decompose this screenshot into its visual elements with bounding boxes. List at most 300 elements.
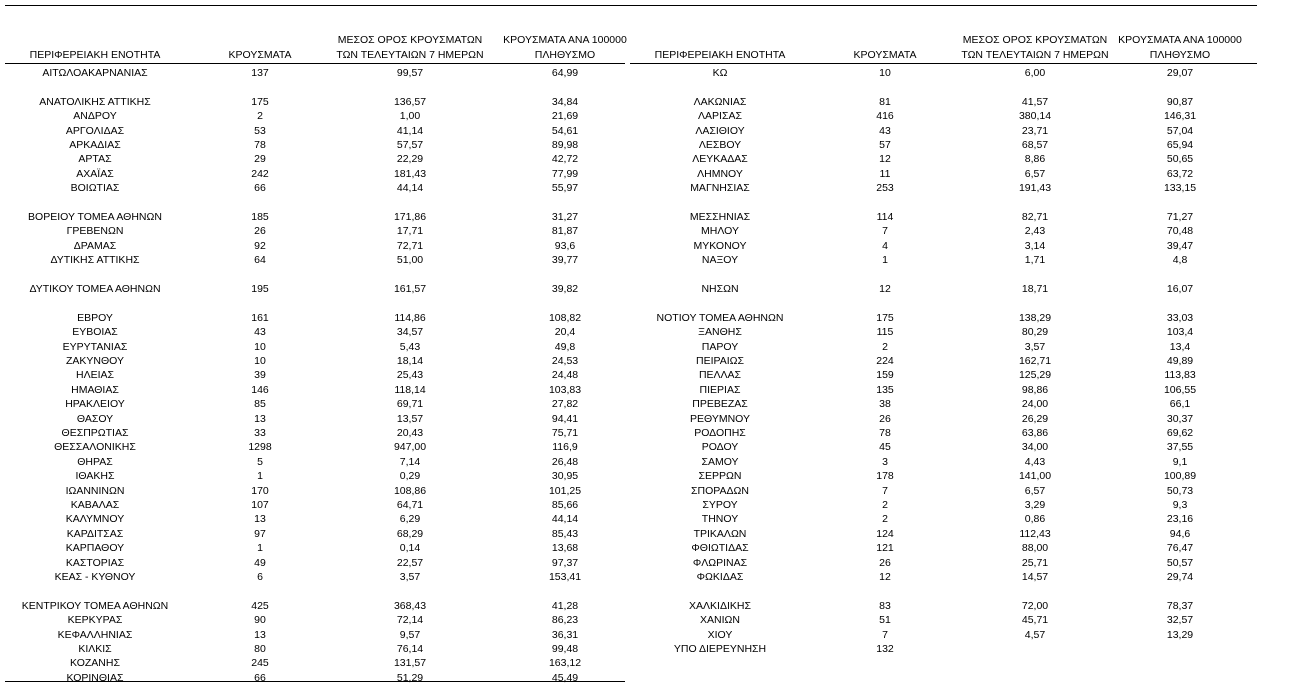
region-cell: ΚΕΦΑΛΛΗΝΙΑΣ [57, 628, 133, 641]
per100k-cell: 20,4 [554, 326, 576, 339]
region-cell: ΚΙΛΚΙΣ [78, 643, 112, 655]
cases-cell: 135 [876, 383, 894, 396]
per100k-cell: 24,53 [551, 355, 579, 367]
cases-cell: 185 [251, 211, 269, 223]
avg7-cell: 3,14 [1024, 239, 1046, 252]
avg7-cell: 114,86 [394, 311, 426, 324]
avg7-cell: 57,57 [396, 139, 424, 151]
avg7-cell: 3,57 [1024, 340, 1046, 353]
region-cell: ΦΩΚΙΔΑΣ [696, 571, 744, 583]
region-cell: ΘΕΣΣΑΛΟΝΙΚΗΣ [54, 441, 136, 454]
per100k-cell: 93,6 [554, 239, 576, 252]
per100k-cell: 63,72 [1166, 167, 1194, 180]
per100k-cell: 85,43 [551, 527, 579, 540]
per100k-cell: 30,37 [1166, 412, 1194, 425]
cases-cell: 78 [879, 427, 891, 439]
region-cell: ΜΗΛΟΥ [701, 225, 739, 238]
per100k-cell: 89,98 [551, 139, 579, 151]
region-cell: ΛΗΜΝΟΥ [697, 167, 743, 180]
avg7-cell: 45,71 [1021, 614, 1049, 627]
avg7-cell: 136,57 [393, 95, 427, 108]
region-cell: ΛΕΣΒΟΥ [698, 139, 742, 151]
region-cell: ΕΒΡΟΥ [77, 311, 113, 324]
cases-cell: 49 [254, 556, 266, 569]
region-cell: ΚΟΡΙΝΘΙΑΣ [66, 671, 124, 684]
region-cell: ΚΟΖΑΝΗΣ [70, 657, 120, 670]
avg7-cell: 2,43 [1024, 225, 1046, 238]
per100k-cell: 86,23 [551, 614, 579, 627]
cases-cell: 80 [254, 643, 266, 655]
avg7-cell: 72,00 [1021, 599, 1049, 612]
cases-cell: 4 [882, 239, 888, 252]
header-avg-line1: ΜΕΣΟΣ ΟΡΟΣ ΚΡΟΥΣΜΑΤΩΝ [962, 34, 1108, 46]
avg7-cell: 191,43 [1018, 182, 1052, 195]
avg7-cell: 76,14 [396, 643, 424, 655]
cases-cell: 51 [879, 614, 891, 627]
region-cell: ΧΑΝΙΩΝ [700, 614, 740, 627]
per100k-cell: 44,14 [551, 513, 579, 526]
region-cell: ΛΑΣΙΘΙΟΥ [695, 124, 745, 137]
avg7-cell: 947,00 [393, 441, 427, 454]
avg7-cell: 72,14 [396, 614, 424, 627]
region-cell: ΛΑΚΩΝΙΑΣ [693, 95, 747, 108]
per100k-cell: 39,77 [551, 254, 579, 267]
per100k-cell: 78,37 [1166, 599, 1194, 612]
region-cell: ΥΠΟ ΔΙΕΡΕΥΝΗΣΗ [673, 643, 767, 655]
avg7-cell: 63,86 [1021, 427, 1049, 439]
cases-cell: 81 [879, 95, 891, 108]
cases-cell: 7 [882, 484, 888, 497]
region-cell: ΑΧΑΪΑΣ [76, 167, 114, 180]
region-cell: ΑΙΤΩΛΟΑΚΑΡΝΑΝΙΑΣ [42, 67, 148, 79]
region-cell: ΡΕΘΥΜΝΟΥ [689, 412, 750, 425]
region-cell: ΛΕΥΚΑΔΑΣ [692, 153, 748, 166]
region-cell: ΙΩΑΝΝΙΝΩΝ [65, 484, 125, 497]
per100k-cell: 77,99 [551, 167, 579, 180]
region-cell: ΣΕΡΡΩΝ [698, 470, 742, 483]
header-region: ΠΕΡΙΦΕΡΕΙΑΚΗ ΕΝΟΤΗΤΑ [654, 49, 786, 61]
per100k-cell: 57,04 [1166, 124, 1194, 137]
per100k-cell: 64,99 [551, 67, 579, 79]
avg7-cell: 3,29 [1024, 499, 1046, 511]
cases-cell: 26 [254, 225, 266, 238]
avg7-cell: 161,57 [393, 283, 427, 295]
avg7-cell: 1,00 [399, 110, 421, 123]
region-cell: ΚΑΣΤΟΡΙΑΣ [65, 556, 125, 569]
cases-cell: 10 [254, 355, 266, 367]
cases-cell: 43 [254, 326, 266, 339]
region-cell: ΧΑΛΚΙΔΙΚΗΣ [689, 599, 751, 612]
cases-cell: 90 [254, 614, 266, 627]
cases-cell: 10 [254, 340, 266, 353]
avg7-cell: 6,57 [1024, 167, 1046, 180]
cases-cell: 3 [882, 455, 888, 468]
avg7-cell: 14,57 [1021, 571, 1049, 583]
avg7-cell: 51,29 [396, 671, 424, 684]
header-rule [630, 63, 1257, 64]
per100k-cell: 70,48 [1166, 225, 1194, 238]
region-cell: ΚΑΡΠΑΘΟΥ [65, 542, 125, 555]
avg7-cell: 41,57 [1021, 95, 1049, 108]
cases-cell: 53 [254, 124, 266, 137]
cases-cell: 121 [876, 542, 894, 555]
cases-cell: 146 [251, 383, 269, 396]
per100k-cell: 97,37 [551, 556, 579, 569]
region-cell: ΕΥΒΟΙΑΣ [72, 326, 118, 339]
avg7-cell: 380,14 [1018, 110, 1052, 123]
cases-cell: 66 [254, 671, 266, 684]
cases-cell: 13 [254, 412, 266, 425]
region-cell: ΜΥΚΟΝΟΥ [693, 239, 747, 252]
header-rule [5, 63, 625, 64]
avg7-cell: 22,57 [396, 556, 424, 569]
cases-cell: 26 [879, 556, 891, 569]
region-cell: ΕΥΡΥΤΑΝΙΑΣ [62, 340, 128, 353]
per100k-cell: 69,62 [1166, 427, 1194, 439]
cases-cell: 78 [254, 139, 266, 151]
cases-cell: 97 [254, 527, 266, 540]
cases-cell: 114 [876, 211, 894, 223]
region-cell: ΑΡΚΑΔΙΑΣ [69, 139, 121, 151]
avg7-cell: 368,43 [393, 599, 427, 612]
cases-cell: 92 [254, 239, 266, 252]
region-cell: ΠΕΙΡΑΙΩΣ [696, 355, 744, 367]
region-cell: ΑΡΤΑΣ [78, 153, 112, 166]
cases-cell: 224 [876, 355, 894, 367]
region-cell: ΚΑΛΥΜΝΟΥ [65, 513, 125, 526]
per100k-cell: 103,4 [1166, 326, 1194, 339]
avg7-cell: 171,86 [393, 211, 427, 223]
avg7-cell: 18,71 [1021, 283, 1049, 295]
cases-cell: 175 [251, 95, 269, 108]
avg7-cell: 72,71 [396, 239, 424, 252]
avg7-cell: 162,71 [1018, 355, 1052, 367]
cases-cell: 13 [254, 513, 266, 526]
cases-cell: 2 [882, 513, 888, 526]
per100k-cell: 90,87 [1166, 95, 1194, 108]
per100k-cell: 29,74 [1166, 571, 1194, 583]
region-cell: ΤΗΝΟΥ [701, 513, 739, 526]
header-per100k-line1: ΚΡΟΥΣΜΑΤΑ ΑΝΑ 100000 [1118, 34, 1242, 46]
per100k-cell: 33,03 [1166, 311, 1194, 324]
per100k-cell: 24,48 [551, 369, 579, 382]
region-cell: ΣΠΟΡΑΔΩΝ [691, 484, 749, 497]
avg7-cell: 131,57 [393, 657, 427, 670]
per100k-cell: 153,41 [548, 571, 582, 583]
cases-cell: 64 [254, 254, 266, 267]
per100k-cell: 100,89 [1163, 470, 1197, 483]
avg7-cell: 80,29 [1021, 326, 1049, 339]
region-cell: ΑΡΓΟΛΙΔΑΣ [65, 124, 125, 137]
per100k-cell: 108,82 [548, 311, 582, 324]
region-cell: ΔΥΤΙΚΗΣ ΑΤΤΙΚΗΣ [50, 254, 140, 267]
top-rule [5, 5, 1257, 6]
cases-cell: 425 [251, 599, 269, 612]
region-cell: ΡΟΔΟΠΗΣ [694, 427, 746, 439]
avg7-cell: 4,43 [1024, 455, 1046, 468]
avg7-cell: 18,14 [396, 355, 424, 367]
per100k-cell: 106,55 [1163, 383, 1197, 396]
cases-cell: 2 [882, 499, 888, 511]
avg7-cell: 8,86 [1024, 153, 1046, 166]
region-cell: ΓΡΕΒΕΝΩΝ [66, 225, 124, 238]
avg7-cell: 6,29 [399, 513, 421, 526]
per100k-cell: 49,8 [554, 340, 576, 353]
cases-cell: 11 [879, 167, 891, 180]
cases-cell: 115 [876, 326, 894, 339]
avg7-cell: 181,43 [393, 167, 427, 180]
avg7-cell: 24,00 [1021, 398, 1049, 411]
region-cell: ΝΟΤΙΟΥ ΤΟΜΕΑ ΑΘΗΝΩΝ [656, 311, 784, 324]
per100k-cell: 4,8 [1172, 254, 1188, 267]
header-cases: ΚΡΟΥΣΜΑΤΑ [228, 49, 292, 61]
region-cell: ΜΕΣΣΗΝΙΑΣ [689, 211, 751, 223]
avg7-cell: 82,71 [1021, 211, 1049, 223]
per100k-cell: 37,55 [1166, 441, 1194, 454]
region-cell: ΚΕΝΤΡΙΚΟΥ ΤΟΜΕΑ ΑΘΗΝΩΝ [21, 599, 169, 612]
header-per100k-line1: ΚΡΟΥΣΜΑΤΑ ΑΝΑ 100000 [503, 34, 627, 46]
header-cases: ΚΡΟΥΣΜΑΤΑ [853, 49, 917, 61]
avg7-cell: 141,00 [1018, 470, 1052, 483]
per100k-cell: 39,82 [551, 283, 579, 295]
region-cell: ΑΝΑΤΟΛΙΚΗΣ ΑΤΤΙΚΗΣ [39, 95, 151, 108]
header-avg-line1: ΜΕΣΟΣ ΟΡΟΣ ΚΡΟΥΣΜΑΤΩΝ [337, 34, 483, 46]
cases-cell: 12 [879, 153, 891, 166]
cases-cell: 1298 [248, 441, 272, 454]
avg7-cell: 1,71 [1024, 254, 1046, 267]
cases-cell: 242 [251, 167, 269, 180]
avg7-cell: 13,57 [396, 412, 424, 425]
region-cell: ΧΙΟΥ [707, 628, 733, 641]
per100k-cell: 32,57 [1166, 614, 1194, 627]
cases-cell: 38 [879, 398, 891, 411]
per100k-cell: 29,07 [1166, 67, 1194, 79]
region-cell: ΠΡΕΒΕΖΑΣ [692, 398, 748, 411]
per100k-cell: 76,47 [1166, 542, 1194, 555]
cases-cell: 12 [879, 571, 891, 583]
per100k-cell: 116,9 [552, 441, 578, 454]
cases-cell: 2 [257, 110, 263, 123]
per100k-cell: 39,47 [1166, 239, 1194, 252]
avg7-cell: 88,00 [1021, 542, 1049, 555]
cases-cell: 85 [254, 398, 266, 411]
header-avg-line2: ΤΩΝ ΤΕΛΕΥΤΑΙΩΝ 7 ΗΜΕΡΩΝ [336, 49, 484, 61]
region-cell: ΠΑΡΟΥ [701, 340, 739, 353]
avg7-cell: 25,43 [396, 369, 424, 382]
avg7-cell: 118,14 [394, 383, 426, 396]
per100k-cell: 21,69 [551, 110, 579, 123]
cases-cell: 5 [257, 455, 263, 468]
avg7-cell: 22,29 [396, 153, 424, 166]
region-cell: ΘΗΡΑΣ [77, 455, 113, 468]
cases-cell: 161 [251, 311, 269, 324]
per100k-cell: 163,12 [548, 657, 582, 670]
region-cell: ΗΛΕΙΑΣ [75, 369, 114, 382]
per100k-cell: 94,41 [551, 412, 579, 425]
per100k-cell: 50,65 [1166, 153, 1194, 166]
avg7-cell: 112,43 [1019, 527, 1051, 540]
per100k-cell: 113,83 [1164, 369, 1196, 382]
per100k-cell: 85,66 [551, 499, 579, 511]
header-avg-line2: ΤΩΝ ΤΕΛΕΥΤΑΙΩΝ 7 ΗΜΕΡΩΝ [961, 49, 1109, 61]
avg7-cell: 0,14 [399, 542, 421, 555]
avg7-cell: 6,00 [1024, 67, 1046, 79]
cases-cell: 1 [882, 254, 888, 267]
per100k-cell: 23,16 [1166, 513, 1194, 526]
cases-cell: 39 [254, 369, 266, 382]
per100k-cell: 94,6 [1169, 527, 1191, 540]
avg7-cell: 7,14 [399, 455, 421, 468]
per100k-cell: 30,95 [551, 470, 579, 483]
per100k-cell: 75,71 [551, 427, 579, 439]
cases-cell: 66 [254, 182, 266, 195]
region-cell: ΣΥΡΟΥ [702, 499, 738, 511]
cases-cell: 159 [876, 369, 894, 382]
avg7-cell: 99,57 [396, 67, 424, 79]
per100k-cell: 13,4 [1169, 340, 1191, 353]
region-cell: ΚΑΡΔΙΤΣΑΣ [66, 527, 124, 540]
region-cell: ΗΜΑΘΙΑΣ [71, 383, 119, 396]
region-cell: ΠΙΕΡΙΑΣ [699, 383, 741, 396]
cases-cell: 29 [254, 153, 266, 166]
region-cell: ΑΝΔΡΟΥ [73, 110, 117, 123]
cases-cell: 1 [257, 542, 263, 555]
per100k-cell: 42,72 [551, 153, 579, 166]
cases-cell: 7 [882, 225, 888, 238]
region-cell: ΣΑΜΟΥ [701, 455, 739, 468]
cases-cell: 33 [254, 427, 266, 439]
avg7-cell: 68,29 [396, 527, 424, 540]
avg7-cell: 23,71 [1021, 124, 1049, 137]
cases-cell: 13 [254, 628, 266, 641]
bottom-rule [5, 681, 625, 682]
cases-cell: 107 [251, 499, 269, 511]
cases-cell: 253 [876, 182, 894, 195]
region-cell: ΘΑΣΟΥ [76, 412, 114, 425]
cases-cell: 175 [876, 311, 894, 324]
per100k-cell: 13,68 [551, 542, 579, 555]
avg7-cell: 125,29 [1018, 369, 1052, 382]
per100k-cell: 27,82 [551, 398, 579, 411]
avg7-cell: 0,86 [1024, 513, 1046, 526]
region-cell: ΝΑΞΟΥ [701, 254, 739, 267]
cases-cell: 132 [876, 643, 894, 655]
region-cell: ΞΑΝΘΗΣ [698, 326, 742, 339]
per100k-cell: 101,25 [548, 484, 582, 497]
per100k-cell: 9,1 [1172, 455, 1188, 468]
avg7-cell: 51,00 [396, 254, 424, 267]
avg7-cell: 34,00 [1021, 441, 1049, 454]
per100k-cell: 49,89 [1166, 355, 1194, 367]
per100k-cell: 31,27 [551, 211, 579, 223]
per100k-cell: 103,83 [548, 383, 582, 396]
region-cell: ΙΘΑΚΗΣ [75, 470, 115, 483]
per100k-cell: 36,31 [551, 628, 579, 641]
avg7-cell: 3,57 [399, 571, 421, 583]
header-region: ΠΕΡΙΦΕΡΕΙΑΚΗ ΕΝΟΤΗΤΑ [29, 49, 161, 61]
region-cell: ΘΕΣΠΡΩΤΙΑΣ [61, 427, 129, 439]
cases-cell: 124 [876, 527, 894, 540]
per100k-cell: 50,73 [1166, 484, 1194, 497]
avg7-cell: 6,57 [1024, 484, 1046, 497]
region-cell: ΛΑΡΙΣΑΣ [698, 110, 742, 123]
per100k-cell: 81,87 [551, 225, 579, 238]
region-cell: ΒΟΡΕΙΟΥ ΤΟΜΕΑ ΑΘΗΝΩΝ [28, 211, 162, 223]
avg7-cell: 17,71 [396, 225, 424, 238]
per100k-cell: 55,97 [551, 182, 579, 195]
avg7-cell: 25,71 [1021, 556, 1049, 569]
per100k-cell: 41,28 [551, 599, 579, 612]
region-cell: ΚΕΡΚΥΡΑΣ [67, 614, 123, 627]
avg7-cell: 26,29 [1021, 412, 1049, 425]
cases-cell: 10 [879, 67, 891, 79]
avg7-cell: 108,86 [393, 484, 427, 497]
region-cell: ΚΩ [712, 67, 728, 79]
per100k-cell: 66,1 [1169, 398, 1191, 411]
avg7-cell: 4,57 [1024, 628, 1046, 641]
region-cell: ΗΡΑΚΛΕΙΟΥ [65, 398, 125, 411]
cases-cell: 137 [251, 67, 269, 79]
per100k-cell: 50,57 [1166, 556, 1194, 569]
cases-cell: 416 [876, 110, 894, 123]
avg7-cell: 5,43 [399, 340, 421, 353]
region-cell: ΔΥΤΙΚΟΥ ΤΟΜΕΑ ΑΘΗΝΩΝ [29, 283, 161, 295]
avg7-cell: 98,86 [1021, 383, 1049, 396]
avg7-cell: 44,14 [396, 182, 424, 195]
region-cell: ΡΟΔΟΥ [701, 441, 739, 454]
region-cell: ΔΡΑΜΑΣ [73, 239, 117, 252]
cases-cell: 178 [876, 470, 894, 483]
cases-cell: 170 [251, 484, 269, 497]
per100k-cell: 9,3 [1172, 499, 1188, 511]
avg7-cell: 20,43 [396, 427, 424, 439]
avg7-cell: 138,29 [1018, 311, 1052, 324]
per100k-cell: 133,15 [1163, 182, 1197, 195]
per100k-cell: 34,84 [551, 95, 579, 108]
cases-cell: 43 [879, 124, 891, 137]
region-cell: ΚΕΑΣ - ΚΥΘΝΟΥ [54, 571, 136, 583]
header-per100k-line2: ΠΛΗΘΥΣΜΟ [534, 49, 596, 61]
cases-cell: 57 [879, 139, 891, 151]
cases-cell: 12 [879, 283, 891, 295]
cases-cell: 1 [257, 470, 263, 483]
per100k-cell: 54,61 [551, 124, 579, 137]
cases-cell: 45 [879, 441, 891, 454]
avg7-cell: 34,57 [396, 326, 424, 339]
avg7-cell: 9,57 [399, 628, 421, 641]
region-cell: ΝΗΣΩΝ [701, 283, 739, 295]
per100k-cell: 71,27 [1166, 211, 1194, 223]
region-cell: ΠΕΛΛΑΣ [698, 369, 742, 382]
avg7-cell: 69,71 [396, 398, 424, 411]
avg7-cell: 68,57 [1021, 139, 1049, 151]
cases-cell: 2 [882, 340, 888, 353]
region-cell: ΦΛΩΡΙΝΑΣ [692, 556, 748, 569]
region-cell: ΜΑΓΝΗΣΙΑΣ [690, 182, 750, 195]
cases-cell: 195 [251, 283, 269, 295]
avg7-cell: 41,14 [396, 124, 424, 137]
per100k-cell: 26,48 [551, 455, 579, 468]
per100k-cell: 99,48 [551, 643, 579, 655]
per100k-cell: 45,49 [551, 671, 579, 684]
region-cell: ΚΑΒΑΛΑΣ [70, 499, 120, 511]
per100k-cell: 13,29 [1166, 628, 1194, 641]
region-cell: ΤΡΙΚΑΛΩΝ [693, 527, 747, 540]
cases-cell: 7 [882, 628, 888, 641]
avg7-cell: 64,71 [396, 499, 424, 511]
per100k-cell: 65,94 [1166, 139, 1194, 151]
region-cell: ΦΘΙΩΤΙΔΑΣ [691, 542, 749, 555]
